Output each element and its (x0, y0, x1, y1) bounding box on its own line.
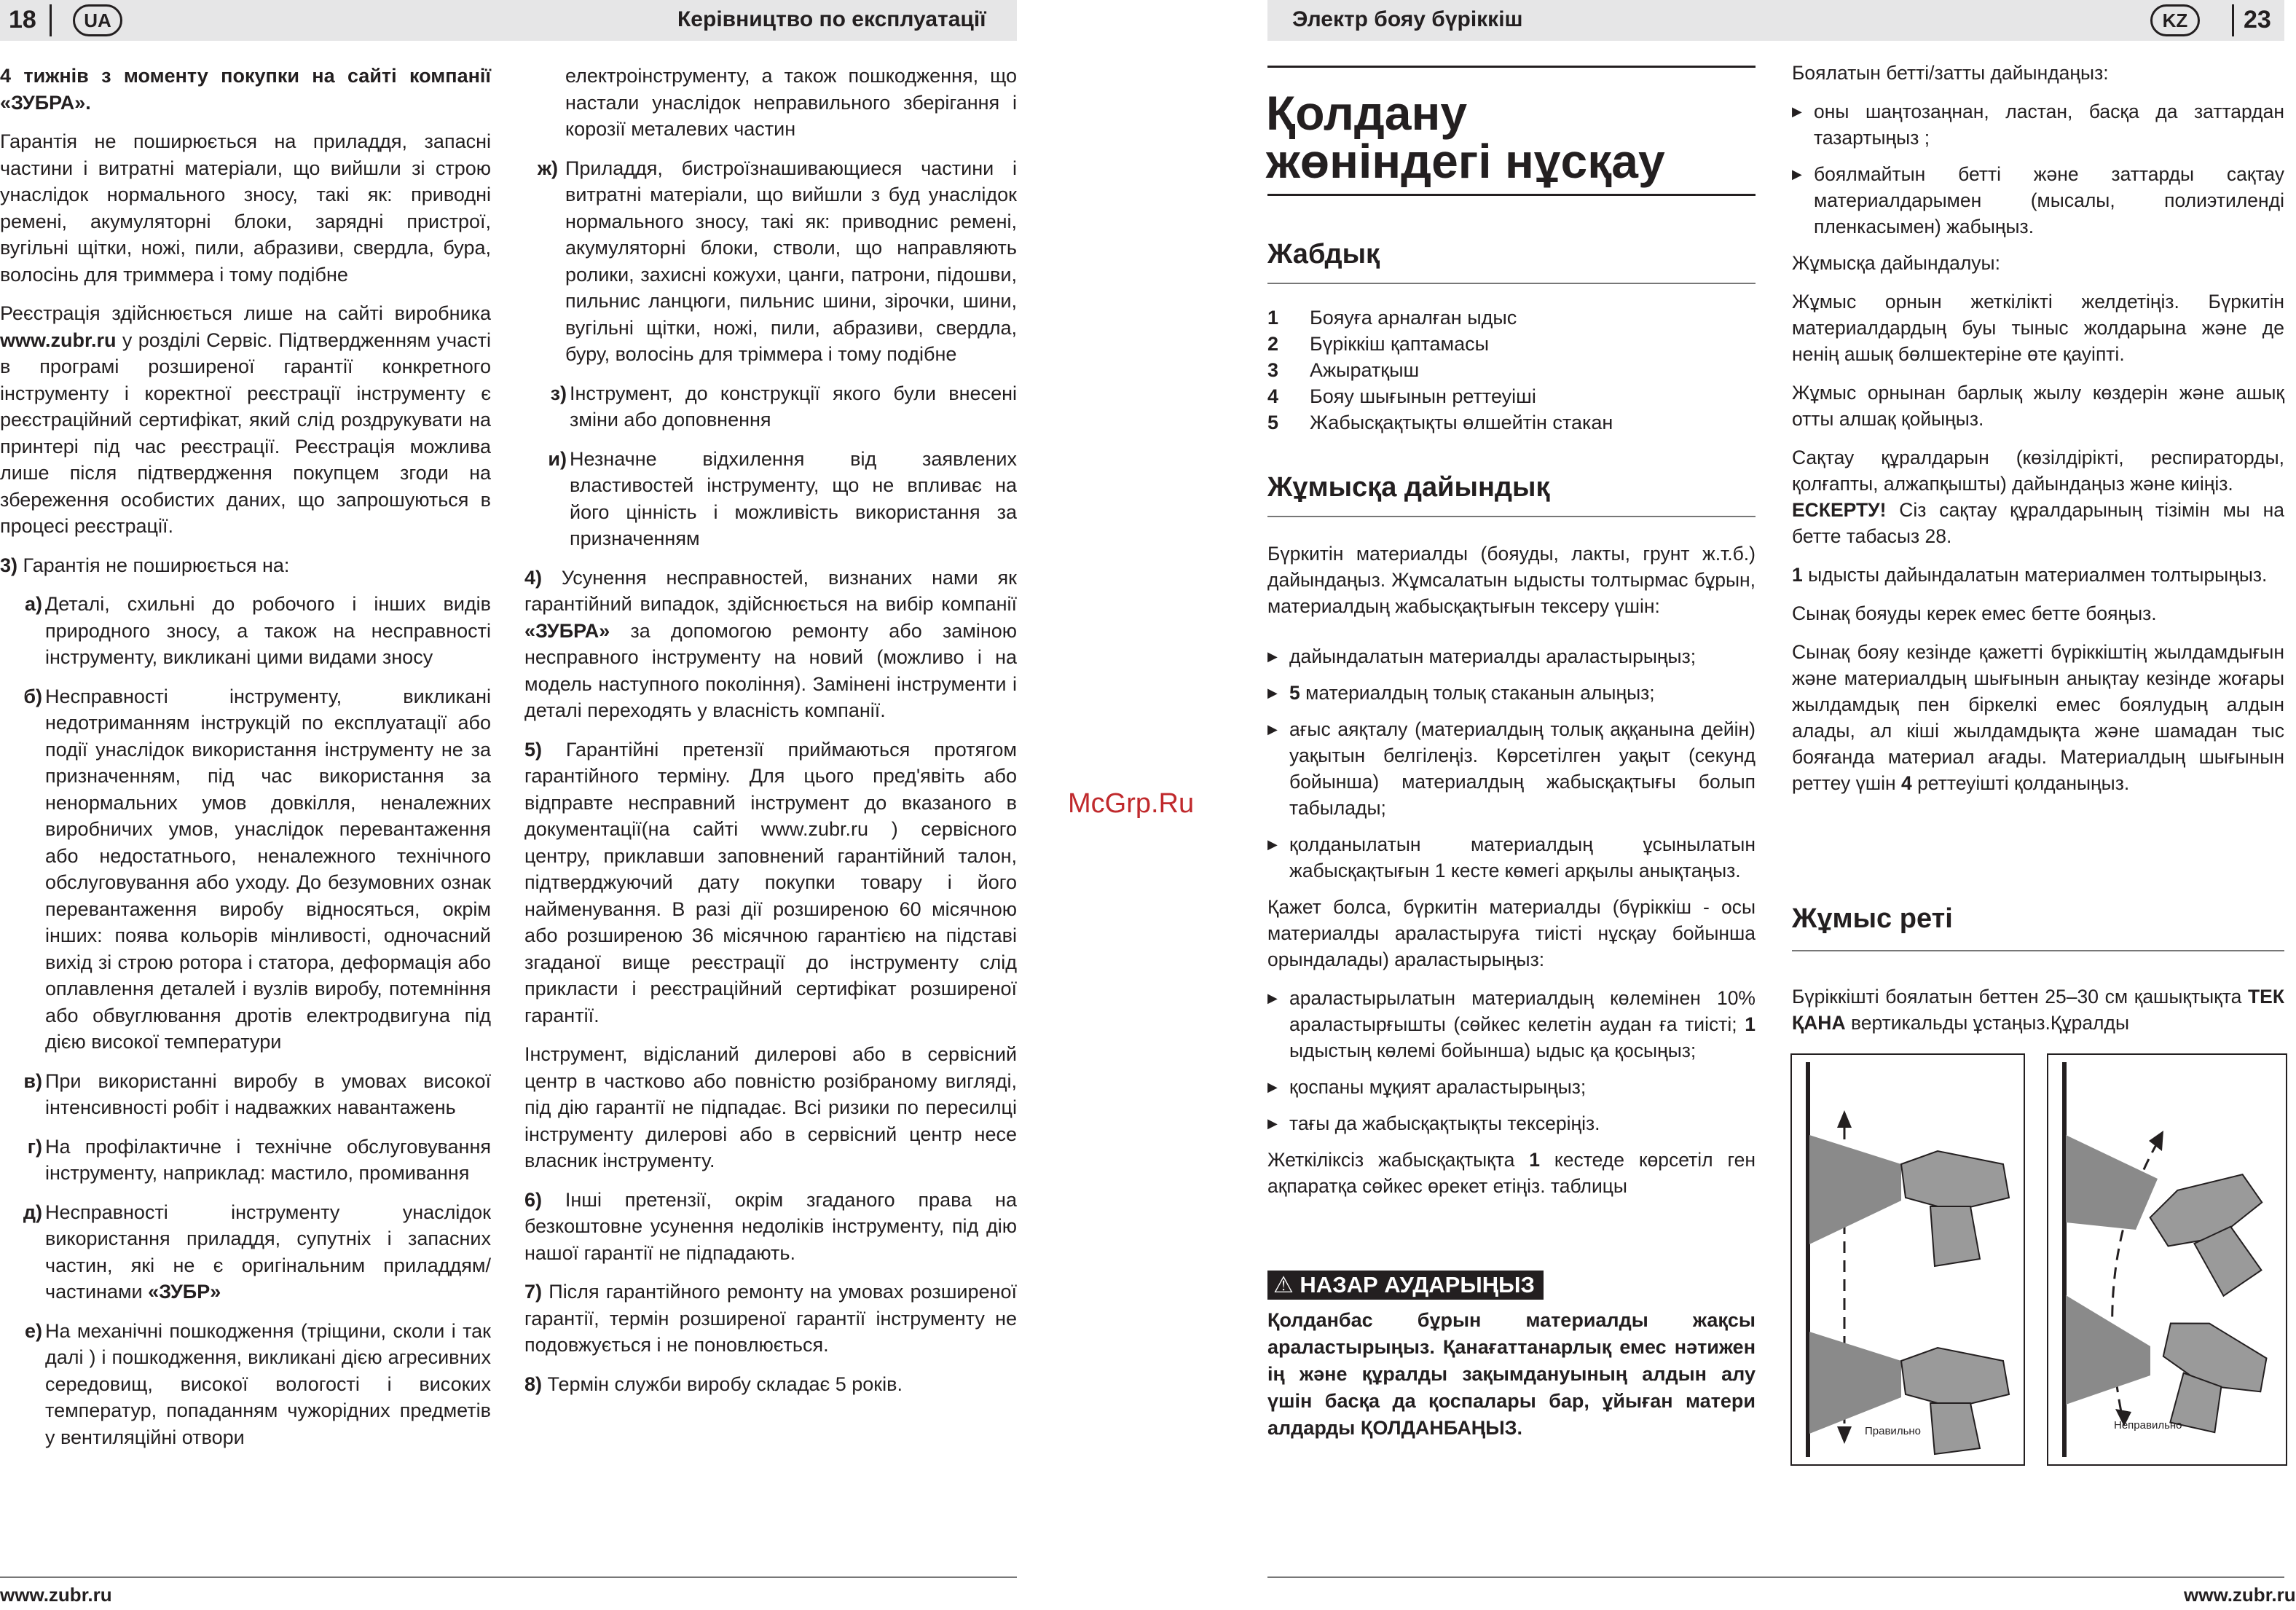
warning-label: ⚠ НАЗАР АУДАРЫҢЫЗ (1267, 1271, 1544, 1300)
bullet-item: ▶ қоспаны мұқият араластырыңыз; (1267, 1074, 1756, 1100)
figure-label-incorrect: Неправильно (2114, 1419, 2182, 1432)
left-page-number: 18 (9, 6, 36, 34)
list-item: а) Деталі, схильні до робочого і інших видів природного зносу, а також на несправності інструменту, викликані цими видами зносу (24, 593, 491, 668)
arrow-bullet-icon: ▶ (1792, 167, 1802, 181)
right-column-1-body (1267, 541, 1756, 1212)
right-header-divider (2232, 4, 2234, 36)
arrow-bullet-icon: ▶ (1267, 837, 1278, 852)
section-rule (1792, 950, 2284, 951)
list-item: в) При використанні виробу в умовах високої інтенсивності робіт і надважких навантажень (23, 1069, 491, 1118)
paragraph: Сынақ бояу кезінде қажетті бүріккіштің жылдамдығын және материалдың шығынын анықтау кезінде жоғары жылдамдық пен біркелкі емес боялудың алдын алады, ал кіші жылдамдықта және шамадан тыс бояғанда материал ағады. Материалдың шығынын реттеу үшін 4 реттеуішті қолданыңыз. (1792, 641, 2284, 794)
arrow-bullet-icon: ▶ (1267, 991, 1278, 1005)
paragraph: Жұмысқа дайындалуы: (1792, 252, 2000, 274)
zubr-link[interactable]: www.zubr.ru (0, 329, 117, 351)
section-rule (1267, 283, 1756, 284)
paragraph: Реєстрація здійснюється лише на сайті виробника www.zubr.ru у розділі Сервіс. Підтвердженням участі в програмі розширеної гарантії конкретного інструменту і коректної реєстрації інструменту є реєстраційний сертифікат, який слід роздрукувати на принтері під час реєстрації. Реєстрація можлива лише після підтвердження покупцем згоди на збереження особистих даних, що запрошуються в процесі реєстрації. (0, 302, 491, 537)
left-header-title: Керівництво по експлуатації (677, 7, 986, 31)
list-item: з) Інструмент, до конструкції якого були внесені зміни або доповнення (550, 382, 1017, 431)
right-footer-rule (1267, 1576, 2284, 1578)
paragraph: 7) Після гарантійного ремонту на умовах розширеної гарантії, термін розширеної гарантії інструменту не подовжується і не поновлюється. (524, 1281, 1017, 1356)
list-item: и) Незначне відхилення від заявлених властивостей інструменту, що не впливає на його цінність і можливість використання за призначенням (548, 447, 1017, 549)
list-item: г) На профілактичне і технічне обслуговування інструменту, наприклад: мастило, промивання (27, 1135, 491, 1184)
left-column-1 (0, 63, 491, 1463)
section-heading-order: Жұмыс реті (1792, 903, 1953, 934)
section-heading-equipment: Жабдық (1267, 239, 1380, 270)
paragraph: ЕСКЕРТУ! Сіз сақтау құралдарының тізімін мы на бетте табасыз 28. (1792, 499, 2284, 547)
paragraph: Жұмыс орнын жеткілікті желдетіңіз. Бүркитін материалдардың буы тыныс жолдарына және де ненің ашық бөлшектеріне өте қауіпті. (1792, 291, 2284, 365)
warning-text: Қолданбас бұрын материалды жақсы араластырыңыз. Қанағаттанарлық емес нәтижен ің және құралды зақымдануының алдын алу үшін басқа да қоспалары бар, ұйыған матери алдарды ҚОЛДАНБАҢЫЗ. (1267, 1309, 1756, 1439)
figure-label-correct: Правильно (1865, 1425, 1922, 1437)
paragraph: Қажет болса, бүркитін материалды (бүріккіш - осы материалды араластыруға тиісті нұсқау бойынша орындалады) араластырыңыз: (1267, 896, 1756, 970)
paragraph: Сақтау құралдарын (көзілдірікті, респираторды, қолғапты, алжапқышты) дайындаңыз және киіңіз. (1792, 447, 2284, 495)
paragraph: 6) Інші претензії, окрім згаданого права на безкоштовне усунення недоліків інструменту, під дію нашої гарантії не підпадають. (524, 1188, 1017, 1264)
paragraph: 4) Усунення несправностей, визнаних нами як гарантійний випадок, здійснюється на вибір компанії «ЗУБРА» за допомогою ремонту або заміною несправного інструменту на новий (можливо і на модель наступного покоління). Замінені інструменти і деталі переходять у власність компанії. (524, 566, 1017, 721)
list-item: д) Несправності інструменту унаслідок використання приладдя, супутніх і запасних частин, які не є оригінальним приладдям/частинами «ЗУБР» (23, 1201, 491, 1303)
spray-gun-diagram (1792, 1055, 2024, 1464)
paragraph: Боялатын бетті/затты дайындаңыз: (1792, 62, 2109, 84)
arrow-bullet-icon: ▶ (1267, 649, 1278, 664)
paragraph: 3) Гарантія не поширюється на: (0, 554, 290, 576)
paragraph: Інструмент, відісланий дилерові або в сервісний центр в частково або повністю розібраному вигляді, під дію гарантії не підпадає. Всі ризики по пересилці інструменту дилерові або в сервісний центр несе власник інструменту. (524, 1043, 1017, 1171)
bullet-item: ▶ боялмайтын бетті және заттарды сақтау материалдарымен (мысалы, полиэтиленді пленкасымен) жабыңыз. (1792, 161, 2284, 240)
left-lang-badge: UA (73, 4, 122, 36)
bullet-item: ▶ қолданылатын материалдың ұсынылатын жабысқақтығын 1 кесте көмегі арқылы анықтаңыз. (1267, 831, 1756, 884)
paragraph: Жеткіліксіз жабысқақтықта 1 кестеде көрсетіл ген ақпаратқа сөйкес өрекет етіңіз. таблицы (1267, 1149, 1756, 1197)
arrow-bullet-icon: ▶ (1267, 722, 1278, 737)
left-footer-rule (0, 1576, 1017, 1578)
title-rule-top (1267, 66, 1756, 68)
paragraph: електроінструменту, а також пошкодження, що настали унаслідок неправильного зберігання і корозії металевих частин (565, 65, 1017, 140)
paragraph: 1 ыдысты дайындалатын материалмен толтырыңыз. (1792, 564, 2268, 586)
left-footer-url[interactable]: www.zubr.ru (0, 1584, 112, 1606)
bullet-item: ▶ оны шаңтозаңнан, ластан, басқа да заттардан тазартыңыз ; (1792, 98, 2284, 151)
list-item: 1 Бояуға арналған ыдыс (1267, 307, 1517, 329)
list-item: 4 Бояу шығынын реттеуіші (1267, 385, 1536, 407)
paragraph: Гарантія не поширюється на приладдя, запасні частини і витратні матеріали, що вийшли зі строю унаслідок нормального зносу, такі як: приводні ремені, акумуляторні блоки, зарядні пристрої, вугільні щітки, ножі, пили, абразиви, свердла, бура, волосінь для триммера і тому подібне (0, 130, 491, 286)
bullet-item: ▶ ағыс аяқталу (материалдың толық аққанына дейін) уақытын белгілеңіз. Көрсетілген уақыт (секунд бойынша) материалдың жабысқақтығы болып табылады; (1267, 716, 1756, 821)
figure-correct-spraying (1790, 1053, 2025, 1466)
arrow-bullet-icon: ▶ (1267, 1116, 1278, 1131)
right-header-title: Электр бояу бүріккіш (1292, 7, 1523, 31)
section-heading-preparation: Жұмысқа дайындық (1267, 472, 1550, 503)
right-page-number: 23 (2244, 6, 2271, 34)
arrow-bullet-icon: ▶ (1267, 1080, 1278, 1094)
equipment-list (1267, 305, 1756, 436)
arrow-bullet-icon: ▶ (1267, 686, 1278, 700)
paragraph: 4 тижнів з моменту покупки на сайті компанії «ЗУБРА». (0, 65, 491, 114)
list-item: 2 Бүріккіш қаптамасы (1267, 333, 1490, 355)
list-item: ж) Приладдя, бистроїзнашивающиеся частини і витратні матеріали, що вийшли з буд унаслідок нормального зносу, такі як: приводнис ремені, акумуляторні блоки, стволи, що направляють ролики, захисні кожухи, цанги, патрони, підошви, пильнис ланцюги, пильнис шини, зірочки, шини, вугільні щітки, ножі, пили, абразиви, свердла, буру, волосінь для тріммера і тому подібне (537, 157, 1017, 365)
figure-incorrect-spraying (2047, 1053, 2287, 1466)
paragraph: Сынақ бояуды керек емес бетте бояңыз. (1792, 602, 2157, 624)
list-item: б) Несправності інструменту, викликані недотриманням інструкцій по експлуатації або події унаслідок використання інструменту не за призначенням, під час використання за ненормальних умов довкілля, неналежних виробничих умов, унаслідок перевантаження або недостатнього, неналежного технічного обслуговування або уходу. До безумовних ознак перевантаження виробу відносяться, окрім інших: поява кольорів мінливості, одночасний вихід зі строю ротора і статора, деформація або оплавлення деталей і вузлів виробу, потемніння або обвуглювання дротів електродвигуна під дією високої температури (23, 685, 491, 1053)
watermark: McGrp.Ru (1068, 788, 1195, 819)
list-item: 5 Жабысқақтықты өлшейтін стакан (1267, 412, 1613, 433)
left-column-2 (524, 63, 1017, 1410)
right-lang-badge: KZ (2150, 4, 2200, 36)
bullet-item: ▶ 5 материалдың толық стаканын алыңыз; (1267, 680, 1756, 706)
paragraph: 8) Термін служби виробу складає 5 років. (524, 1373, 903, 1395)
arrow-bullet-icon: ▶ (1792, 104, 1802, 119)
order-text: Бүріккішті боялатын беттен 25–30 см қашықтықта ТЕК ҚАНА вертикальды ұстаңыз.Құралды (1792, 986, 2284, 1034)
left-header-divider (50, 4, 52, 36)
right-footer-url[interactable]: www.zubr.ru (2184, 1584, 2296, 1606)
paragraph: Жұмыс орнынан барлық жылу көздерін және ашық отты алшақ қойыңыз. (1792, 382, 2284, 430)
warning-triangle-icon: ⚠ (1273, 1272, 1294, 1297)
title-rule-bottom (1267, 194, 1756, 196)
right-column-2-body (1792, 60, 2284, 809)
spray-gun-diagram (2048, 1055, 2286, 1464)
paragraph: Бүркитін материалды (бояуды, лакты, грунт ж.т.б.) дайындаңыз. Жұмсалатын ыдысты толтырмас бұрын, материалдың жабысқақтығын тексеру үшін: (1267, 543, 1756, 617)
page-title: Қолдану жөніндегі нұсқау (1266, 86, 1665, 188)
bullet-item: ▶ дайындалатын материалды араластырыңыз; (1267, 643, 1756, 669)
list-item: 3 Ажыратқыш (1267, 359, 1420, 381)
paragraph: 5) Гарантійні претензії приймаються протягом гарантійного терміну. Для цього пред'явіть або відправте несправний інструмент до вказаного в документації(на сайті www.zubr.ru ) сервісного центру, приклавши заповнений гарантійний талон, підтверджуючий дату покупки товару і його найменування. В разі дії розширеною 60 місячною або розширеною 36 місячною гарантією на підставі згаданої вище реєстрації до інструменту слід прикласти і реєстраційний сертифікат розширеної гарантії. (524, 738, 1017, 1026)
list-item: е) На механічні пошкодження (тріщини, сколи і так далі ) і пошкодження, викликані дією агресивних середовищ, високої вологості і високих температур, попаданням чужорідних предметів у вентиляційні отвори (24, 1319, 491, 1448)
bullet-item: ▶ тағы да жабысқақтықты тексеріңіз. (1267, 1110, 1756, 1136)
bullet-item: ▶ араластырылатын материалдың көлемінен 10% араластырғышты (сөйкес келетін аудан ға тиісті; 1 ыдыстың көлемі бойынша) ыдыс қа қосыңыз; (1267, 985, 1756, 1064)
section-rule (1267, 516, 1756, 517)
